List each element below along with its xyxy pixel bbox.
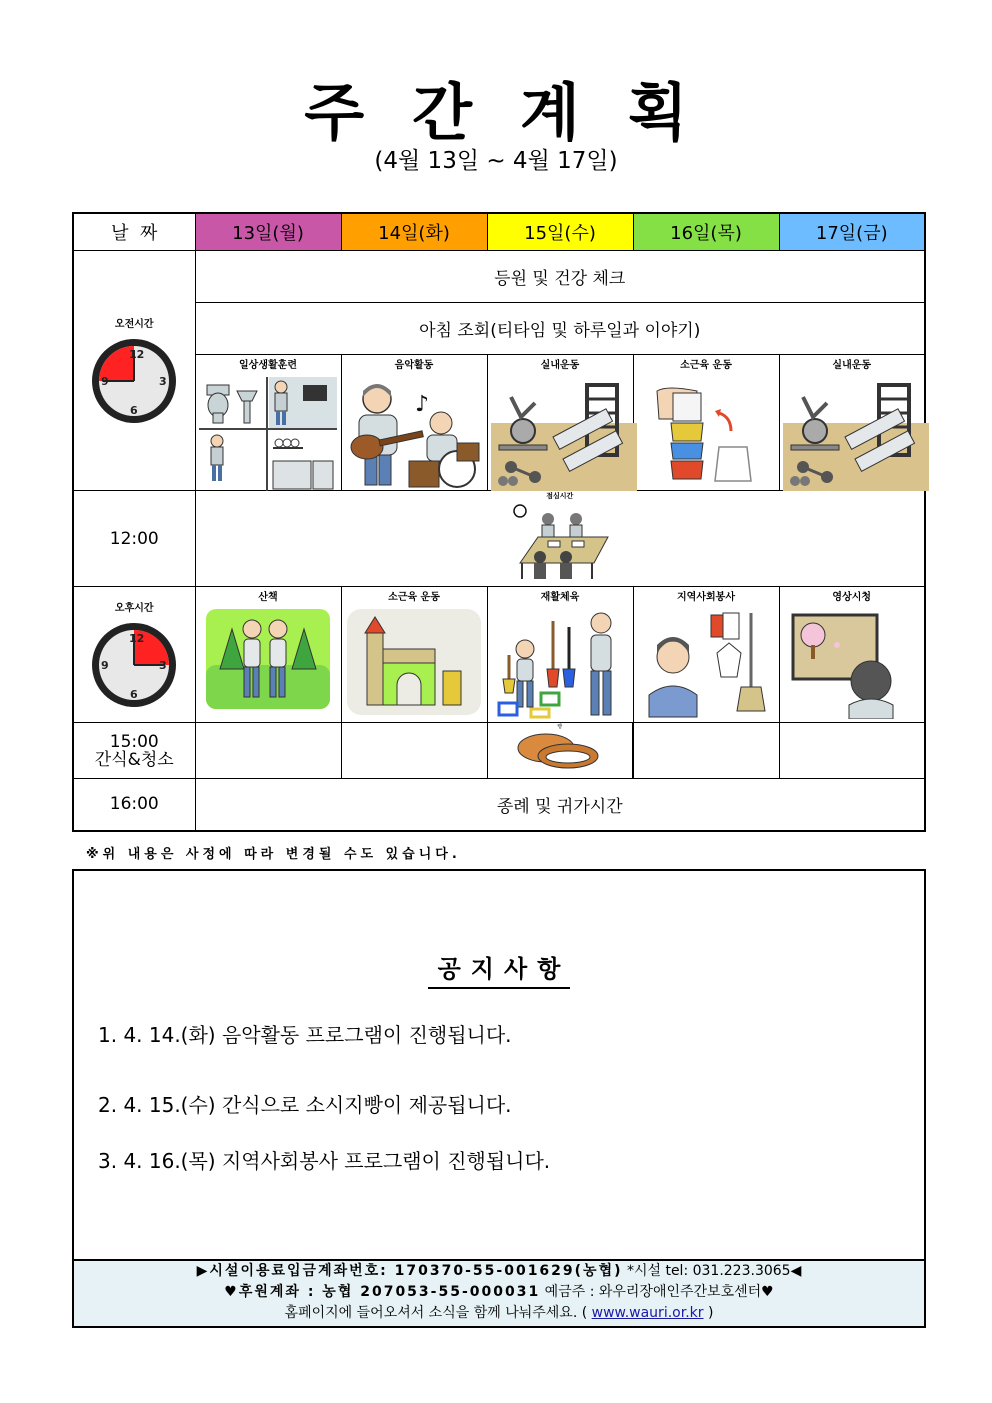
afternoon-activity-thu: 지역사회봉사 xyxy=(633,587,779,723)
assembly-row xyxy=(73,303,925,355)
snack-fri xyxy=(779,723,925,779)
snack-mon xyxy=(195,723,341,779)
notice-item-3: 3. 4. 16.(목) 지역사회봉사 프로그램이 진행됩니다. xyxy=(98,1149,551,1173)
lunch-time: 12:00 xyxy=(73,491,195,587)
afternoon-activity-fri: 영상시청 xyxy=(779,587,925,723)
closing-cell: 종례 및 귀가시간 xyxy=(195,779,925,831)
arrival-row xyxy=(73,251,925,303)
svg-text:♪: ♪ xyxy=(415,392,430,417)
footer-homepage: 홈페이지에 들어오셔서 소식을 함께 나눠주세요. ( www.wauri.or.kr ) xyxy=(284,1305,714,1321)
afternoon-label-cell xyxy=(73,587,195,723)
morning-clock-icon xyxy=(89,336,179,426)
morning-activities-row xyxy=(73,355,925,491)
svg-text:6: 6 xyxy=(130,404,138,417)
closing-row xyxy=(73,779,925,831)
lunch-table-icon xyxy=(510,501,610,581)
blocks-icon xyxy=(345,609,483,719)
snack-time: 15:00 xyxy=(109,731,159,752)
day-wed: 15일(수) xyxy=(487,213,633,251)
afternoon-activity-wed: 재활체육 xyxy=(487,587,633,723)
morning-label-cell xyxy=(73,251,195,491)
weekly-schedule-table xyxy=(72,212,926,832)
day-fri: 17일(금) xyxy=(779,213,925,251)
svg-text:3: 3 xyxy=(159,659,167,672)
bread-icon xyxy=(510,730,610,770)
svg-text:12: 12 xyxy=(129,632,145,645)
header-row xyxy=(73,213,925,251)
svg-text:12: 12 xyxy=(129,348,145,361)
snack-wed xyxy=(487,723,633,779)
morning-activity-tue: 음악활동 ♪ xyxy=(341,355,487,491)
snack-wed-title: 빵 xyxy=(557,723,563,730)
page-title: 주간계획 xyxy=(304,76,736,149)
footer xyxy=(72,1259,926,1328)
svg-text:9: 9 xyxy=(101,375,109,388)
cup-stacking-icon xyxy=(637,377,775,487)
notice-title: 공지사항 xyxy=(428,955,571,989)
notice-item-2: 2. 4. 15.(수) 간식으로 소시지빵이 제공됩니다. xyxy=(98,1093,512,1117)
morning-activity-thu: 소근육 운동 xyxy=(633,355,779,491)
footer-donation-account: ♥후원계좌 : 농협 207053-55-000031 예금주 : 와우리장애인주간보호센터♥ xyxy=(224,1284,774,1300)
afternoon-activity-mon: 산책 xyxy=(195,587,341,723)
arrival-cell: 등원 및 건강 체크 xyxy=(195,251,925,303)
day-thu: 16일(목) xyxy=(633,213,779,251)
volunteer-icon xyxy=(637,609,775,719)
morning-label: 오전시간 xyxy=(114,319,154,330)
notice-item-1: 1. 4. 14.(화) 음악활동 프로그램이 진행됩니다. xyxy=(98,1023,512,1047)
daily-living-icon xyxy=(199,377,337,487)
snack-row xyxy=(73,723,925,779)
disclaimer: ※위 내용은 사정에 따라 변경될 수도 있습니다. xyxy=(86,847,461,862)
tv-icon xyxy=(783,609,921,719)
afternoon-label: 오후시간 xyxy=(114,603,154,614)
gym-icon xyxy=(491,377,629,487)
svg-text:3: 3 xyxy=(159,375,167,388)
notice-box xyxy=(72,869,926,1261)
morning-activity-fri: 실내운동 xyxy=(779,355,925,491)
day-tue: 14일(화) xyxy=(341,213,487,251)
svg-text:6: 6 xyxy=(130,688,138,701)
lunch-row xyxy=(73,491,925,587)
morning-activity-mon: 일상생활훈련 xyxy=(195,355,341,491)
lunch-title: 점심시간 xyxy=(546,492,574,500)
snack-label-cell xyxy=(73,723,195,779)
lunch-cell xyxy=(195,491,925,587)
homepage-link[interactable]: www.wauri.or.kr xyxy=(591,1305,704,1321)
walk-icon xyxy=(199,609,337,719)
afternoon-activity-tue: 소근육 운동 xyxy=(341,587,487,723)
snack-tue xyxy=(341,723,487,779)
music-icon xyxy=(345,377,483,487)
assembly-cell: 아침 조회(티타임 및 하루일과 이야기) xyxy=(195,303,925,355)
afternoon-clock-icon xyxy=(89,620,179,710)
footer-fee-account: ▶시설이용료입금계좌번호: 170370-55-001629(농협) *시설 tel: 031.223.3065◀ xyxy=(196,1263,802,1279)
afternoon-activities-row xyxy=(73,587,925,723)
gym-icon xyxy=(783,377,921,487)
rehab-sports-icon xyxy=(491,609,629,719)
svg-text:9: 9 xyxy=(101,659,109,672)
snack-label: 간식&청소 xyxy=(94,749,174,770)
snack-thu xyxy=(633,723,779,779)
day-mon: 13일(월) xyxy=(195,213,341,251)
date-range: (4월 13일 ~ 4월 17일) xyxy=(374,148,618,174)
morning-activity-wed: 실내운동 xyxy=(487,355,633,491)
date-header: 날 짜 xyxy=(73,213,195,251)
closing-time: 16:00 xyxy=(73,779,195,831)
